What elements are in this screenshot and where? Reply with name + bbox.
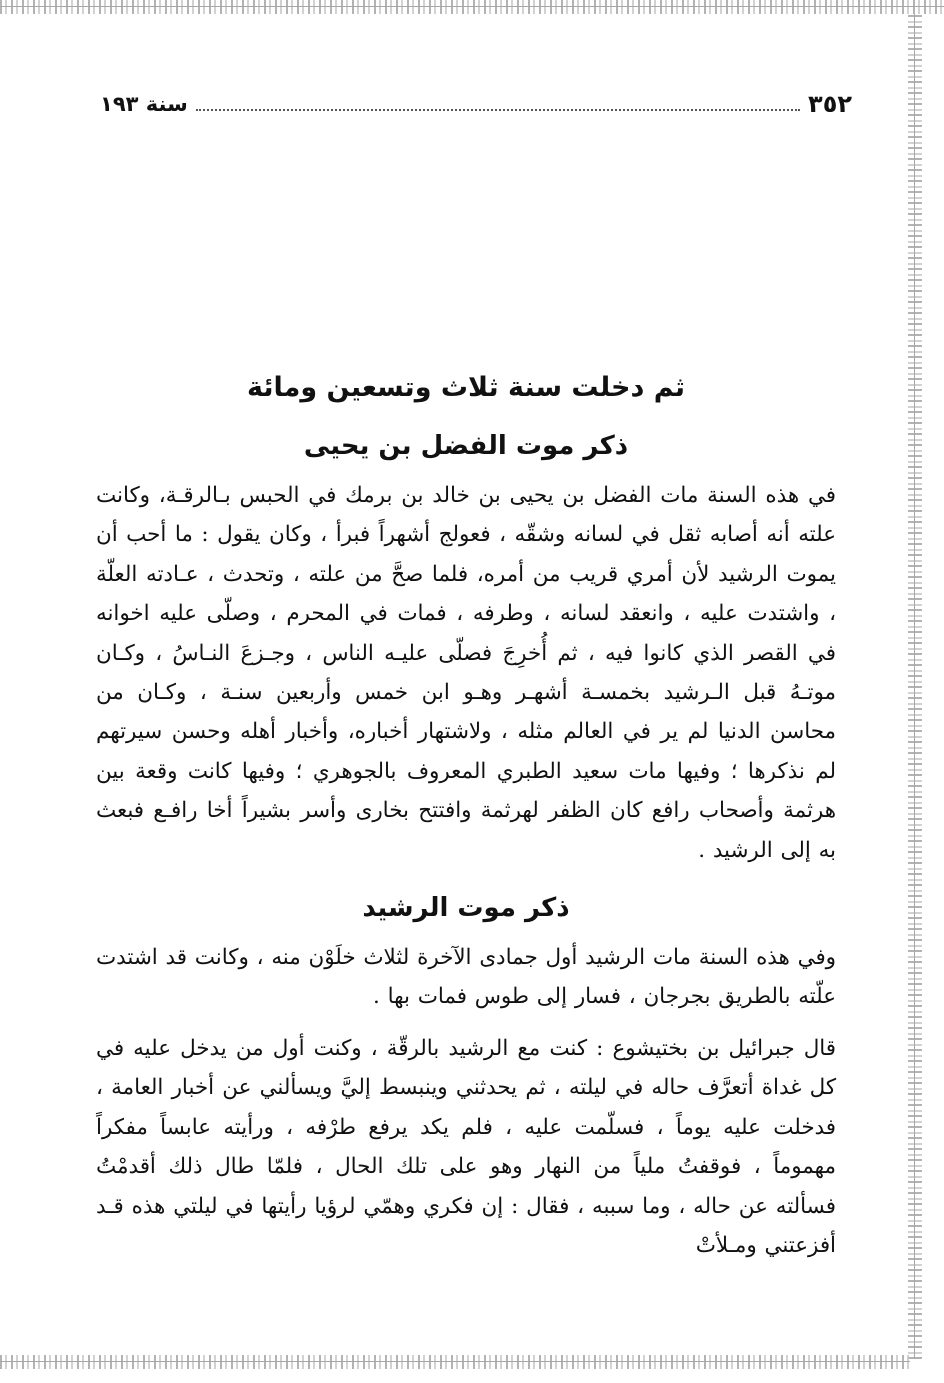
header-dotted-leader — [196, 109, 800, 111]
page-border-bottom — [0, 1355, 910, 1369]
paragraph-jibrail-account: قال جبرائيل بن بختيشوع : كنت مع الرشيد بالرقّة ، وكنت أول من يدخل عليه في كل غداة أتعرَّف حاله في ليلته ، ثم يحدثني وينبسط إليَّ ويسألني عن أخبار العامة ، فدخلت عليه يوماً ، فسلّمت عليه ، فلم يكد يرفع طرْفه ، ورأيته عابساً مفكراً مهموماً ، فوقفتُ ملياً من النهار وهو على تلك الحال ، فلمّا طال ذلك أقدمْتُ فسألته عن حاله ، وما سببه ، فقال : إن فكري وهمّي لرؤيا رأيتها في ليلتي هذه قـد أفزعتني ومـلأتْ — [96, 1035, 836, 1258]
paragraph-fadl-death: في هذه السنة مات الفضل بن يحيى بن خالد بن برمك في الحبس بـالرقـة، وكانت علته أنه أصابه ثقل في لسانه وشقّه ، فعولج أشهراً فبرأ ، وكان يقول : ما أحب أن يموت الرشيد لأن أمري قريب من أمره، فلما صحَّ من علته ، وتحدث ، عـادته العلّة ، واشتدت عليه ، وانعقد لسانه ، وطرفه ، فمات في المحرم ، وصلّى عليه اخوانه في القصر الذي كانوا فيه ، ثم أُخرِجَ فصلّى عليـه الناس ، وجـزعَ النـاسُ ، وكـان موتـهُ قبل الـرشيد بخمسـة أشهـر وهـو ابن خمس وأربعين سنـة ، وكـان من محاسن الدنيا لم ير في العالم مثله ، ولاشتهار أخباره، وأخبار أهله وحسن سيرتهم لم نذكرها ؛ وفيها مات سعيد الطبري المعروف بالجوهري ؛ وفيها كانت وقعة بين هرثمة وأصحاب رافع كان الظفر لهرثمة وافتتح بخارى وأسر بشيراً أخا رافـع فبعث به إلى الرشيد . — [96, 483, 836, 863]
section-heading-fadl-death: ذكر موت الفضل بن يحيى — [303, 431, 629, 461]
page-number: ٣٥٢ — [808, 90, 852, 118]
page-content — [96, 360, 836, 1265]
page-border-top — [0, 0, 944, 14]
page-border-right — [908, 14, 922, 1359]
main-heading: ثم دخلت سنة ثلاث وتسعين ومائة — [246, 372, 686, 403]
section-heading-rashid-death: ذكر موت الرشيد — [362, 893, 570, 924]
running-year-label: سنة ١٩٣ — [100, 92, 188, 116]
paragraph-rashid-death: وفي هذه السنة مات الرشيد أول جمادى الآخرة لثلاث خلَوْن منه ، وكانت قد اشتدت علّته بالطريق بجرجان ، فسار إلى طوس فمات بها . — [96, 945, 836, 1010]
running-header — [100, 86, 852, 122]
